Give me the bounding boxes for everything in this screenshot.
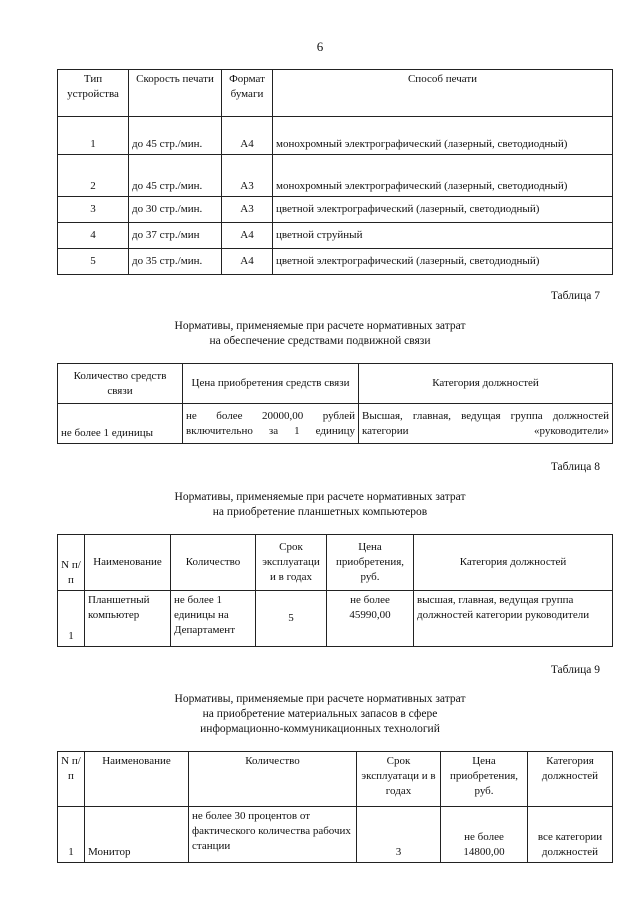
header-category: Категория должностей — [528, 752, 613, 807]
table-row — [58, 155, 613, 197]
cell-type: 3 — [58, 197, 129, 223]
header-print-speed: Скорость печати — [129, 70, 222, 117]
cell-type: 4 — [58, 223, 129, 249]
table-7-label: Таблица 7 — [550, 290, 600, 302]
cell-speed: до 45 стр./мин. — [129, 117, 222, 155]
header-number: N п/п — [58, 535, 85, 591]
cell-method: монохромный электрографический (лазерный, светодиодный) — [273, 155, 613, 197]
cell-speed: до 30 стр./мин. — [129, 197, 222, 223]
header-quantity: Количество средств связи — [58, 364, 183, 404]
cell-method: цветной электрографический (лазерный, светодиодный) — [273, 197, 613, 223]
header-category: Категория должностей — [359, 364, 613, 404]
table-row — [58, 807, 613, 863]
cell-category: все категории должностей — [528, 807, 613, 863]
cell-quantity: не более 1 единицы — [58, 404, 183, 444]
header-number: N п/п — [58, 752, 85, 807]
cell-format: A3 — [222, 155, 273, 197]
cell-price: не более 20000,00 рублей включительно за 1 единицу — [183, 404, 359, 444]
cell-format: A3 — [222, 197, 273, 223]
cell-quantity: не более 30 процентов от фактического количества рабочих станции — [189, 807, 357, 863]
header-device-type: Тип устройства — [58, 70, 129, 117]
header-quantity: Количество — [171, 535, 256, 591]
cell-type: 2 — [58, 155, 129, 197]
table-row — [58, 223, 613, 249]
table-9-caption: Нормативы, применяемые при расчете нормативных затрат на приобретение материальных запасов в сфере информационно-коммуникационных технологий — [174, 693, 466, 735]
cell-speed: до 45 стр./мин. — [129, 155, 222, 197]
header-category: Категория должностей — [414, 535, 613, 591]
header-price: Цена приобретения, руб. — [327, 535, 414, 591]
header-price: Цена приобретения, руб. — [441, 752, 528, 807]
cell-format: A4 — [222, 249, 273, 275]
cell-name: Планшетный компьютер — [85, 591, 171, 647]
page-number: 6 — [316, 39, 324, 54]
mobile-communication-table — [57, 363, 613, 444]
cell-format: A4 — [222, 223, 273, 249]
cell-method: монохромный электрографический (лазерный, светодиодный) — [273, 117, 613, 155]
header-print-method: Способ печати — [273, 70, 613, 117]
table-row — [58, 197, 613, 223]
cell-price: не более 45990,00 — [327, 591, 414, 647]
table-8-label: Таблица 8 — [550, 461, 600, 473]
table-row — [58, 117, 613, 155]
cell-type: 1 — [58, 117, 129, 155]
cell-category: высшая, главная, ведущая группа должностей категории руководители — [414, 591, 613, 647]
table-8-caption: Нормативы, применяемые при расчете нормативных затрат на приобретение планшетных компьютеров — [174, 491, 466, 518]
table-header-row — [58, 70, 613, 117]
cell-method: цветной электрографический (лазерный, светодиодный) — [273, 249, 613, 275]
cell-format: A4 — [222, 117, 273, 155]
header-quantity: Количество — [189, 752, 357, 807]
table-header-row — [58, 364, 613, 404]
cell-type: 5 — [58, 249, 129, 275]
header-paper-format: Формат бумаги — [222, 70, 273, 117]
cell-number: 1 — [58, 807, 85, 863]
ict-materials-table — [57, 751, 613, 863]
table-row — [58, 404, 613, 444]
tablet-computers-table — [57, 534, 613, 647]
printer-types-table — [57, 69, 613, 275]
cell-speed: до 35 стр./мин. — [129, 249, 222, 275]
cell-price: не более 14800,00 — [441, 807, 528, 863]
header-price: Цена приобретения средств связи — [183, 364, 359, 404]
cell-category: Высшая, главная, ведущая группа должностей категории «руководители» — [359, 404, 613, 444]
table-header-row — [58, 752, 613, 807]
cell-name: Монитор — [85, 807, 189, 863]
table-row — [58, 591, 613, 647]
header-name: Наименование — [85, 535, 171, 591]
header-service-life: Срок эксплуатаци и в годах — [256, 535, 327, 591]
cell-service-life: 3 — [357, 807, 441, 863]
cell-method: цветной струйный — [273, 223, 613, 249]
cell-service-life: 5 — [256, 591, 327, 647]
header-name: Наименование — [85, 752, 189, 807]
table-9-label: Таблица 9 — [550, 664, 600, 676]
table-row — [58, 249, 613, 275]
cell-number: 1 — [58, 591, 85, 647]
table-header-row — [58, 535, 613, 591]
cell-speed: до 37 стр./мин — [129, 223, 222, 249]
table-7-caption: Нормативы, применяемые при расчете нормативных затрат на обеспечение средствами подвижной связи — [174, 320, 466, 347]
header-service-life: Срок эксплуатаци и в годах — [357, 752, 441, 807]
cell-quantity: не более 1 единицы на Департамент — [171, 591, 256, 647]
